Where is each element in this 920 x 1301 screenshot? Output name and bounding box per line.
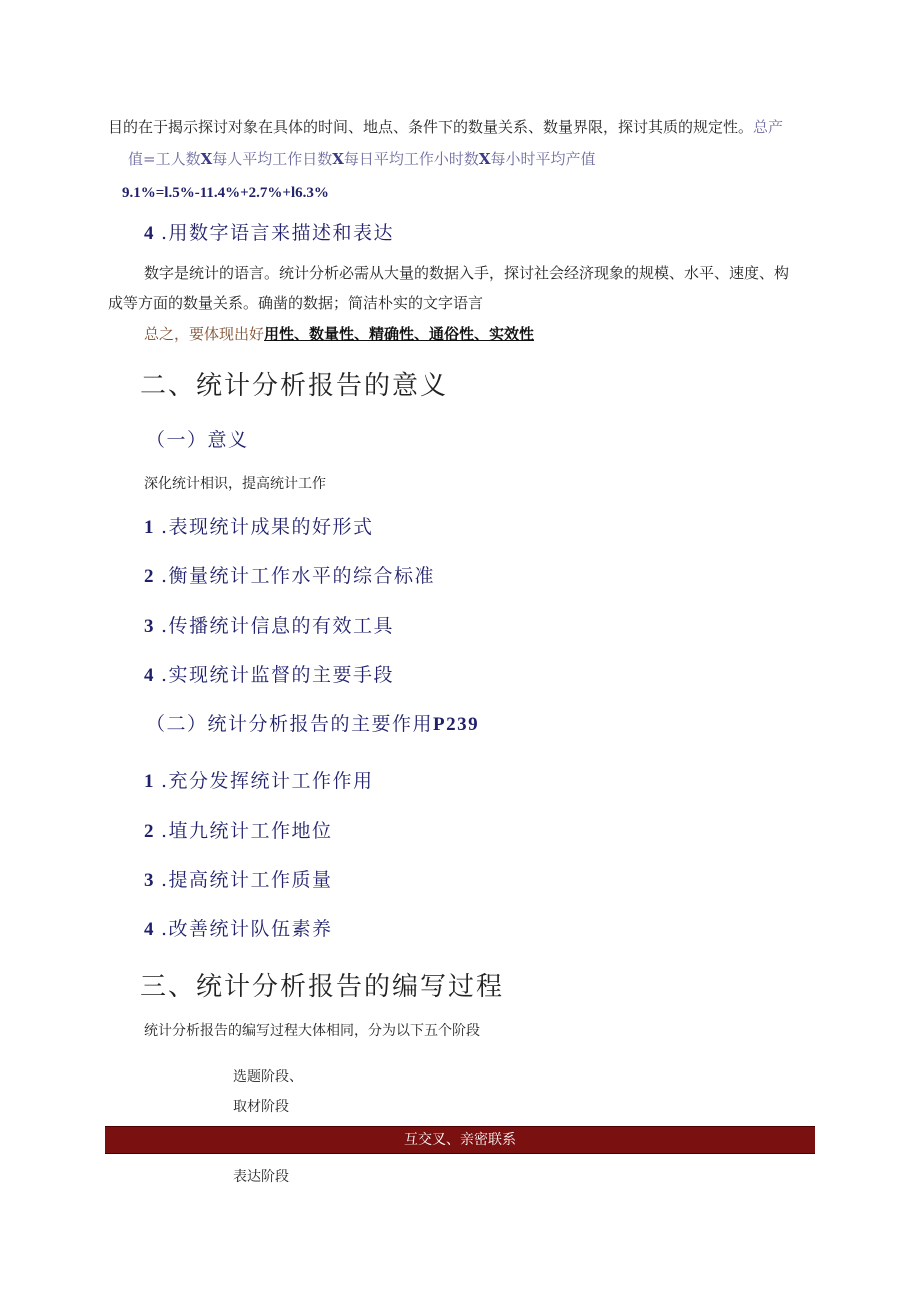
- item-text: .改善统计队伍素养: [161, 918, 333, 940]
- part-2-sub-1: （一）意义: [146, 429, 249, 451]
- formula-part: 每人平均工作日数: [212, 150, 333, 168]
- role-item-1: [144, 766, 374, 793]
- part-2-sub-1-text: 深化统计相识，提高统计工作: [144, 476, 326, 492]
- meaning-item-4: [144, 660, 394, 687]
- multiply-x: X: [332, 150, 344, 168]
- multiply-x: X: [200, 150, 213, 168]
- item-text: .衡量统计工作水平的综合标准: [161, 565, 436, 587]
- sub-2-title: （二）统计分析报告的主要作用: [146, 713, 434, 735]
- intro-line-1-tail: 总产: [753, 118, 784, 136]
- role-item-3: [144, 865, 333, 892]
- item-number: 3: [144, 870, 155, 891]
- item-text: .表现统计成果的好形式: [161, 516, 374, 538]
- summary-prefix: 总之，要体现出好: [144, 325, 265, 343]
- item-number: 3: [144, 616, 155, 637]
- percent-formula: 9.1%=l.5%-11.4%+2.7%+l6.3%: [122, 185, 329, 201]
- multiply-x: X: [478, 150, 491, 168]
- item-text: .传播统计信息的有效工具: [161, 615, 395, 637]
- stage-express: 表达阶段: [233, 1169, 289, 1185]
- item-number: 1: [144, 517, 155, 538]
- formula-part: 每小时平均产值: [490, 150, 596, 168]
- stage-collect-material: 取材阶段: [233, 1099, 289, 1115]
- intro-line-1-main: 目的在于揭示探讨对象在具体的时间、地点、条件下的数量关系、数量界限，探讨其质的规定性。: [108, 118, 754, 136]
- section-4-heading: [144, 218, 394, 245]
- summary-keywords: 用性、数量性、精确性、通俗性、实效性: [264, 325, 535, 343]
- intro-line-1: [108, 116, 783, 137]
- item-number: 2: [144, 566, 155, 587]
- heading-number: 4: [144, 223, 155, 244]
- section-4-paragraph-line-2: 成等方面的数量关系。确凿的数据；简洁朴实的文字语言: [108, 294, 484, 312]
- item-number: 4: [144, 665, 155, 686]
- item-number: 1: [144, 771, 155, 792]
- formula-part: 每日平均工作小时数: [343, 150, 479, 168]
- intro-line-2: [128, 148, 596, 169]
- item-text: .充分发挥统计工作作用: [161, 770, 374, 792]
- item-number: 4: [144, 919, 155, 940]
- item-text: .埴九统计工作地位: [161, 820, 333, 842]
- section-4-paragraph-line-1: 数字是统计的语言。统计分析必需从大量的数据入手，探讨社会经济现象的规模、水平、速度、构: [144, 264, 790, 282]
- summary-line: [144, 323, 534, 344]
- part-3-intro: 统计分析报告的编写过程大体相同，分为以下五个阶段: [144, 1023, 480, 1039]
- page-reference: P239: [433, 714, 480, 735]
- item-text: .实现统计监督的主要手段: [161, 664, 395, 686]
- part-2-title: 二、统计分析报告的意义: [140, 371, 449, 401]
- meaning-item-1: [144, 512, 374, 539]
- role-item-4: [144, 914, 333, 941]
- role-item-2: [144, 816, 333, 843]
- item-text: .提高统计工作质量: [161, 869, 333, 891]
- heading-text: .用数字语言来描述和表达: [161, 222, 395, 244]
- part-2-sub-2: [146, 709, 479, 736]
- overlap-banner: 互交叉、亲密联系: [105, 1126, 815, 1154]
- formula-part: 值=工人数: [128, 150, 201, 168]
- item-number: 2: [144, 821, 155, 842]
- stage-select-topic: 选题阶段、: [233, 1069, 303, 1085]
- meaning-item-2: [144, 561, 435, 588]
- meaning-item-3: [144, 611, 394, 638]
- part-3-title: 三、统计分析报告的编写过程: [140, 972, 505, 1002]
